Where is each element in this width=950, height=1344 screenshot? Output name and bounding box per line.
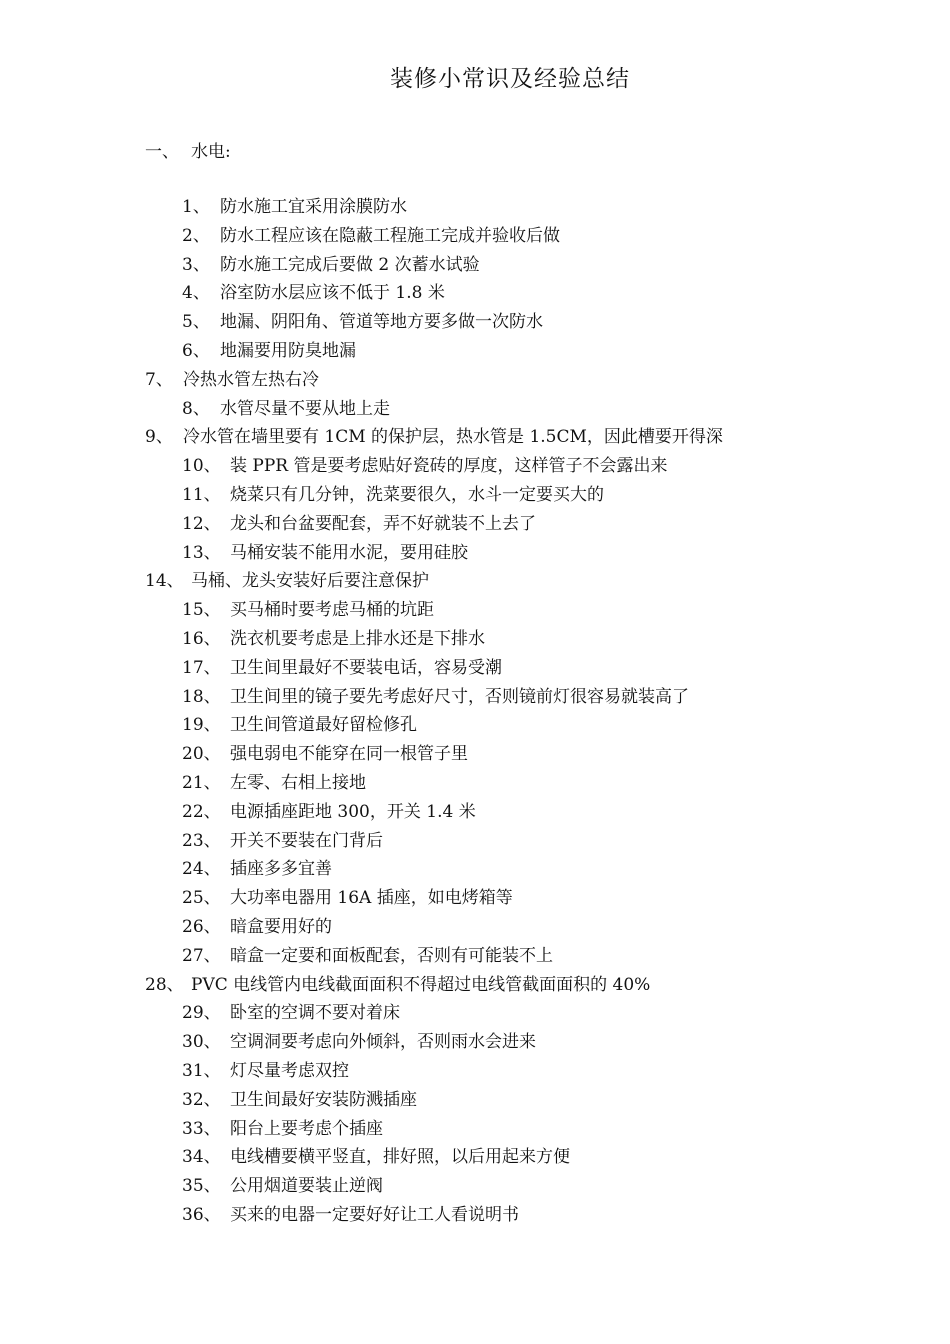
list-item-number: 33、	[182, 1118, 221, 1139]
list-item-text: 冷热水管左热右冷	[183, 369, 319, 390]
list-item-text: 空调洞要考虑向外倾斜，否则雨水会进来	[230, 1032, 536, 1053]
list-item-text: 龙头和台盆要配套，弄不好就装不上去了	[230, 513, 536, 534]
list-item	[0, 654, 950, 683]
list-item-text: 地漏要用防臭地漏	[220, 340, 356, 361]
list-item-text: 卫生间最好安装防溅插座	[230, 1089, 417, 1110]
list-item	[0, 740, 950, 769]
list-item-number: 8、	[182, 398, 210, 419]
list-item-number: 5、	[182, 312, 210, 333]
list-item-number: 15、	[182, 600, 221, 621]
list-item	[0, 798, 950, 827]
list-item-number: 23、	[182, 830, 221, 851]
list-item	[0, 1201, 950, 1230]
list-item-text: 大功率电器用 16A 插座，如电烤箱等	[230, 888, 513, 909]
list-item-text: 公用烟道要装止逆阀	[230, 1176, 383, 1197]
list-item-number: 31、	[182, 1060, 221, 1081]
list-item-text: 强电弱电不能穿在同一根管子里	[230, 744, 468, 765]
list-item-text: 卫生间里最好不要装电话，容易受潮	[230, 657, 502, 678]
list-item-text: 卫生间里的镜子要先考虑好尺寸，否则镜前灯很容易就装高了	[230, 686, 689, 707]
section-number: 一、	[145, 142, 179, 162]
list-item	[0, 1057, 950, 1086]
list-item	[0, 251, 950, 280]
list-item	[0, 1172, 950, 1201]
list-item-number: 16、	[182, 628, 221, 649]
list-item-number: 7、	[145, 369, 173, 390]
list-item-text: 电源插座距地 300，开关 1.4 米	[230, 801, 476, 822]
list-item	[0, 855, 950, 884]
section-label: 水电:	[191, 142, 231, 162]
list-item-number: 1、	[182, 197, 210, 217]
list-item-text: 买来的电器一定要好好让工人看说明书	[230, 1204, 519, 1225]
list-item-text: 防水施工宜采用涂膜防水	[220, 197, 407, 217]
list-item-number: 25、	[182, 888, 221, 909]
list-item-number: 22、	[182, 801, 221, 822]
list-item	[0, 510, 950, 539]
list-item-number: 12、	[182, 513, 221, 534]
list-item-text: 水管尽量不要从地上走	[220, 398, 390, 419]
list-item	[0, 769, 950, 798]
list-item	[0, 481, 950, 510]
list-item-number: 19、	[182, 715, 221, 736]
list-item-text: 电线槽要横平竖直，排好照，以后用起来方便	[230, 1147, 570, 1168]
list-item-text: 卫生间管道最好留检修孔	[230, 715, 417, 736]
list-item-number: 34、	[182, 1147, 221, 1168]
list-item-text: 阳台上要考虑个插座	[230, 1118, 383, 1139]
list-item	[0, 711, 950, 740]
list-item-number: 17、	[182, 657, 221, 678]
list-item-number: 11、	[182, 484, 221, 505]
list-item-text: 浴室防水层应该不低于 1.8 米	[220, 283, 445, 304]
list-item-number: 9、	[145, 427, 173, 448]
list-item	[0, 1028, 950, 1057]
list-item-text: 地漏、阴阳角、管道等地方要多做一次防水	[220, 312, 543, 333]
list-item-number: 26、	[182, 916, 221, 937]
list-item-text: 马桶、龙头安装好后要注意保护	[191, 571, 429, 592]
list-item-number: 18、	[182, 686, 221, 707]
tips-list	[0, 193, 950, 1230]
list-item-number: 29、	[182, 1003, 221, 1024]
list-item-text: 防水工程应该在隐蔽工程施工完成并验收后做	[220, 225, 560, 246]
list-item	[0, 884, 950, 913]
list-item-text: 暗盒要用好的	[230, 916, 332, 937]
document-title: 装修小常识及经验总结	[390, 66, 630, 92]
list-item-number: 36、	[182, 1204, 221, 1225]
list-item	[0, 222, 950, 251]
list-item	[0, 683, 950, 712]
list-item-text: 冷水管在墙里要有 1CM 的保护层，热水管是 1.5CM，因此槽要开得深	[183, 427, 723, 448]
list-item-text: 暗盒一定要和面板配套，否则有可能装不上	[230, 945, 553, 966]
list-item-number: 2、	[182, 225, 210, 246]
list-item	[0, 395, 950, 424]
list-item	[0, 1115, 950, 1144]
list-item-number: 20、	[182, 744, 221, 765]
list-item-number: 21、	[182, 772, 221, 793]
list-item-text: 左零、右相上接地	[230, 772, 366, 793]
list-item-number: 24、	[182, 859, 221, 880]
list-item-number: 3、	[182, 254, 210, 275]
list-item	[0, 337, 950, 366]
list-item	[0, 1143, 950, 1172]
list-item-number: 6、	[182, 340, 210, 361]
list-item-number: 32、	[182, 1089, 221, 1110]
list-item	[0, 942, 950, 971]
list-item	[0, 279, 950, 308]
section-heading	[145, 137, 231, 162]
list-item	[0, 596, 950, 625]
list-item	[0, 625, 950, 654]
list-item	[0, 366, 950, 395]
list-item-text: 灯尽量考虑双控	[230, 1060, 349, 1081]
list-item-number: 10、	[182, 456, 221, 477]
list-item	[0, 452, 950, 481]
list-item-text: 插座多多宜善	[230, 859, 332, 880]
list-item	[0, 1086, 950, 1115]
list-item-text: 卧室的空调不要对着床	[230, 1003, 400, 1024]
list-item-text: 马桶安装不能用水泥，要用硅胶	[230, 542, 468, 563]
list-item	[0, 567, 950, 596]
list-item	[0, 423, 950, 452]
list-item	[0, 913, 950, 942]
list-item	[0, 539, 950, 568]
list-item-number: 4、	[182, 283, 210, 304]
list-item-text: 装 PPR 管是要考虑贴好瓷砖的厚度，这样管子不会露出来	[230, 456, 668, 477]
list-item-text: 买马桶时要考虑马桶的坑距	[230, 600, 434, 621]
list-item-number: 28、	[145, 974, 184, 995]
list-item-text: 洗衣机要考虑是上排水还是下排水	[230, 628, 485, 649]
list-item	[0, 827, 950, 856]
list-item-number: 14、	[145, 571, 184, 592]
list-item-text: 开关不要装在门背后	[230, 830, 383, 851]
list-item	[0, 193, 950, 222]
list-item-number: 30、	[182, 1032, 221, 1053]
list-item-number: 35、	[182, 1176, 221, 1197]
list-item-number: 27、	[182, 945, 221, 966]
list-item-text: 防水施工完成后要做 2 次蓄水试验	[220, 254, 480, 275]
list-item	[0, 971, 950, 1000]
list-item-number: 13、	[182, 542, 221, 563]
list-item-text: PVC 电线管内电线截面面积不得超过电线管截面面积的 40%	[191, 974, 651, 995]
list-item	[0, 999, 950, 1028]
list-item	[0, 308, 950, 337]
list-item-text: 烧菜只有几分钟，洗菜要很久，水斗一定要买大的	[230, 484, 604, 505]
